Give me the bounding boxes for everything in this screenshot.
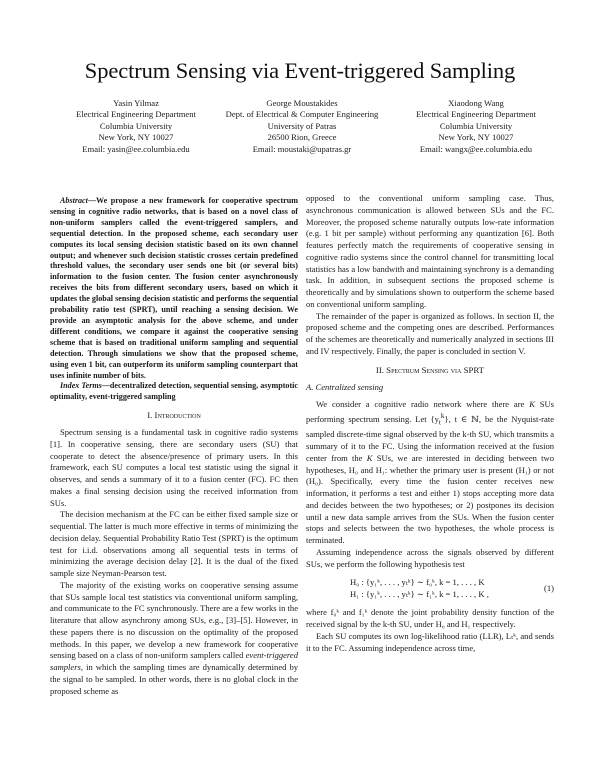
author-name: Yasin Yilmaz [113,98,159,108]
intro-paragraph-2: The decision mechanism at the FC can be either fixed sample size or sequential. The latter is much more effective in terms of minimizing the decision delay. Sequential Probability Ratio Test (SPRT) is the optimum test for i.i.d. observations among all sequential tests in terms of minimizing the average decision delay [2]. It is the dual of the fixed sample size Neyman-Pearson test. [50,509,298,579]
abstract-lead: Abstract [60,196,88,205]
abstract-text: —We propose a new framework for cooperative spectrum sensing in cognitive radio networks, that is based on a novel class of non-uniform samplers called the event-triggered samplers, and sequential detection. In the proposed scheme, each secondary user computes its local sensing decision statistic based on its own channel output; and whenever such decision statistic crosses certain predefined threshold values, the secondary user sends one bit (or several bits) information to the fusion center. The fusion center asynchronously receives the bits from different secondary users, based on which it updates the global sensing decision statistic and performs the sequential probability ratio test (SPRT), until reaching a sensing decision. We provide an asymptotic analysis for the above scheme, and under different conditions, we compare it against the cooperative sensing scheme that is based on traditional uniform sampling and sequential detection. Through simulations we show that the proposed scheme, using even 1 bit, can outperform its uniform sampling counterpart that uses infinite number of bits. [50,196,298,380]
author-dept: Electrical Engineering Department [76,109,196,120]
intro-emphasis: event-triggered samplers [50,650,298,673]
p3-part-c: }, t ∈ ℕ, be the Nyquist-rate sampled discrete-time signal observed by the k-th SU, which transmits a summary of it to the FC. Using the information received at the fusion center from the [306,413,554,463]
intro-paragraph-3 [50,580,298,698]
p3-part-b: SUs performing spectrum sensing. Let {y [306,399,555,424]
p3-part-d: SUs, we are interested in deciding between two hypotheses, H₀ and H₁: whether the primary user is present (H₁) or not (H₀). Specifically, every time the fusion center receives new information, it performs a test and either 1) stops accepting more data and decides between the two hypotheses; or 2) postpones its decision until a new data sample arrives from the SUs. When the fusion center stops and selects between the two hypotheses, the whole process is terminated. [306,452,554,546]
paper-title: Spectrum Sensing via Event-triggered Sampling [84,58,516,83]
author-name: George Moustakides [266,98,338,108]
author-city: 26500 Rion, Greece [267,132,337,143]
var-K: K [529,399,535,410]
equation-number: (1) [543,583,554,594]
equation-1 [306,575,554,601]
right-paragraph-4: Assuming independence across the signals observed by different SUs, we perform the following hypothesis test [306,546,554,569]
author-org: University of Patras [267,120,337,131]
section-heading-introduction: I. Introduction [147,410,201,421]
equation-rows [350,576,489,600]
right-paragraph-3 [306,399,554,547]
left-column [50,196,298,697]
p3-part-a: We consider a cognitive radio network where there are [316,399,525,410]
author-city: New York, NY 10027 [438,132,514,143]
author-block-3 [394,98,558,155]
index-terms-text: —decentralized detection, sequential sensing, asymptotic optimality, event-triggered sampling [50,381,298,402]
intro-paragraph-1: Spectrum sensing is a fundamental task in cognitive radio systems [1]. In cooperative sensing, there are secondary users (SU) that cooperate to detect the absence/presence of primary users. In this framework, each SU computes a local test statistic using the signal it observes, and sends a summary of it to a fusion center (FC). FC then makes a final sensing decision using the received information from SUs. [50,427,298,508]
author-block-2 [214,98,390,155]
index-terms-lead: Index Terms [60,381,102,391]
right-paragraph-5: where f₀ᵏ and f₁ᵏ denote the joint probability density function of the received signal by the k-th SU, under H₀ and H₁ respectively. [306,607,554,630]
author-dept: Electrical Engineering Department [416,109,536,120]
author-org: Columbia University [99,120,173,131]
right-column [306,193,554,654]
intro-paragraph-3-part-a: The majority of the existing works on cooperative sensing assume that SUs sample local test statistics via conventional uniform sampling, and communicate to the FC synchronously. There are a few works in the literature that allow asynchrony among SUs, e.g., [3]–[5]. However, in these papers there is no discussion on the optimality of the proposed methods. In this paper, we develop a new framework for cooperative sensing based on a class of non-uniform samplers called [50,579,298,661]
author-org: Columbia University [439,120,513,131]
author-email: Email: wangx@ee.columbia.edu [419,143,533,154]
subsection-heading-centralized: A. Centralized sensing [306,381,384,392]
right-paragraph-2: The remainder of the paper is organized as follows. In section II, the proposed scheme and the competing ones are described. Performances of the schemes are theoretically and numerically analyzed in sections III and IV respectively. Finally, the paper is concluded in section V. [306,310,554,356]
equation-row-h0: H₀ : {y₁ᵏ, . . . , yₜᵏ} ∼ f₀ᵏ, k = 1, . . . , K [350,577,485,588]
section-heading-spectrum-sensing: II. Spectrum Sensing via SPRT [375,364,485,375]
author-email: Email: yasin@ee.columbia.edu [82,143,190,154]
index-terms [50,381,298,403]
var-t-sub: t [438,418,441,427]
author-email: Email: moustaki@upatras.gr [252,143,352,154]
right-paragraph-1: opposed to the conventional uniform sampling case. Thus, asynchronous communication is allowed between SUs and the FC. Moreover, the proposed scheme naturally outputs low-rate information (e.g. 1 bit per sample) without performing any quantization [6]. Both features perfectly match the requirements of cooperative sensing in cognitive radio systems since the control channel for transmitting local statistics has a low bandwith and maintaining synchrony is a demanding task. In addition, in subsequent sections the proposed scheme is theoretically and by simulations shown to outperform the scheme based on conventional uniform sampling. [306,193,554,309]
author-dept: Dept. of Electrical & Computer Engineering [225,109,379,120]
intro-paragraph-3-part-b: , in which the sampling times are dynamically determined by the signal to be sampled. In other words, there is no global clock in the proposed scheme as [50,662,298,696]
right-paragraph-6: Each SU computes its own log-likelihood ratio (LLR), Lₜᵏ, and sends it to the FC. Assuming independence across time, [306,630,554,653]
author-block-1 [52,98,220,155]
abstract [50,196,298,381]
equation-row-h1: H₁ : {y₁ᵏ, . . . , yₜᵏ} ∼ f₁ᵏ, k = 1, . . . , K , [350,589,489,600]
var-k-sup: k [440,412,445,420]
var-K-2: K [366,452,373,463]
author-name: Xiaodong Wang [448,98,504,108]
author-city: New York, NY 10027 [98,132,174,143]
